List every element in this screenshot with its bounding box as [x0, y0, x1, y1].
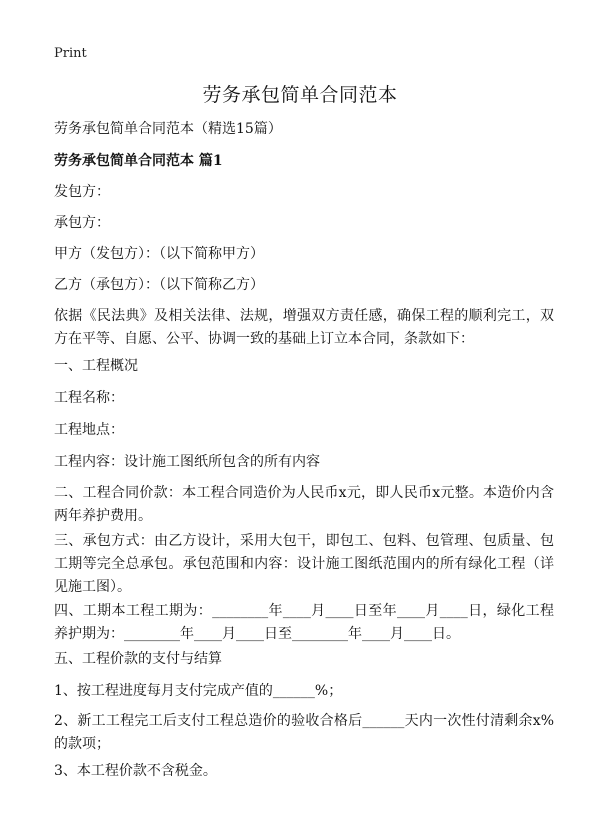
- payment-item-3: 3、本工程价款不含税金。: [54, 763, 217, 779]
- line-fabaofang: 发包方：: [54, 184, 110, 200]
- contract-method-paragraph: 三、承包方式：由乙方设计，采用大包干，即包工、包料、包管理、包质量、包工期等完全总承包。承包范围和内容：设计施工图纸范围内的所有绿化工程（详见施工图）。: [54, 533, 554, 595]
- contract-price-paragraph: 二、工程合同价款：本工程合同造价为人民币x元，即人民币x元整。本造价内含两年养护费用。: [54, 485, 554, 524]
- document-subtitle: 劳务承包简单合同范本（精选15篇）: [54, 121, 282, 137]
- line-yifang: 乙方（承包方）：（以下简称乙方）: [54, 277, 264, 293]
- payment-item-1: 1、按工程进度每月支付完成产值的______%；: [54, 683, 343, 699]
- overview-heading: 一、工程概况: [54, 358, 138, 374]
- print-link[interactable]: Print: [54, 46, 87, 61]
- payment-heading: 五、工程价款的支付与结算: [54, 651, 222, 667]
- document-title: 劳务承包简单合同范本: [202, 84, 398, 106]
- section-heading: 劳务承包简单合同范本 篇1: [54, 153, 223, 169]
- line-project-location: 工程地点：: [54, 422, 124, 438]
- schedule-paragraph: 四、工期本工程工期为：________年____月____日至年____月____日，绿化工程养护期为：________年____月____日至________年____月____日。: [54, 603, 554, 642]
- payment-item-2: 2、新工工程完工后支付工程总造价的验收合格后______天内一次性付清剩余x%的款项；: [54, 713, 554, 752]
- line-jiafang: 甲方（发包方）：（以下简称甲方）: [54, 246, 264, 262]
- line-project-content: 工程内容：设计施工图纸所包含的所有内容: [54, 454, 320, 470]
- line-project-name: 工程名称：: [54, 390, 124, 406]
- intro-paragraph: 依据《民法典》及相关法律、法规，增强双方责任感，确保工程的顺利完工，双方在平等、自愿、公平、协调一致的基础上订立本合同，条款如下：: [54, 308, 554, 347]
- line-chengbaofang: 承包方：: [54, 215, 110, 231]
